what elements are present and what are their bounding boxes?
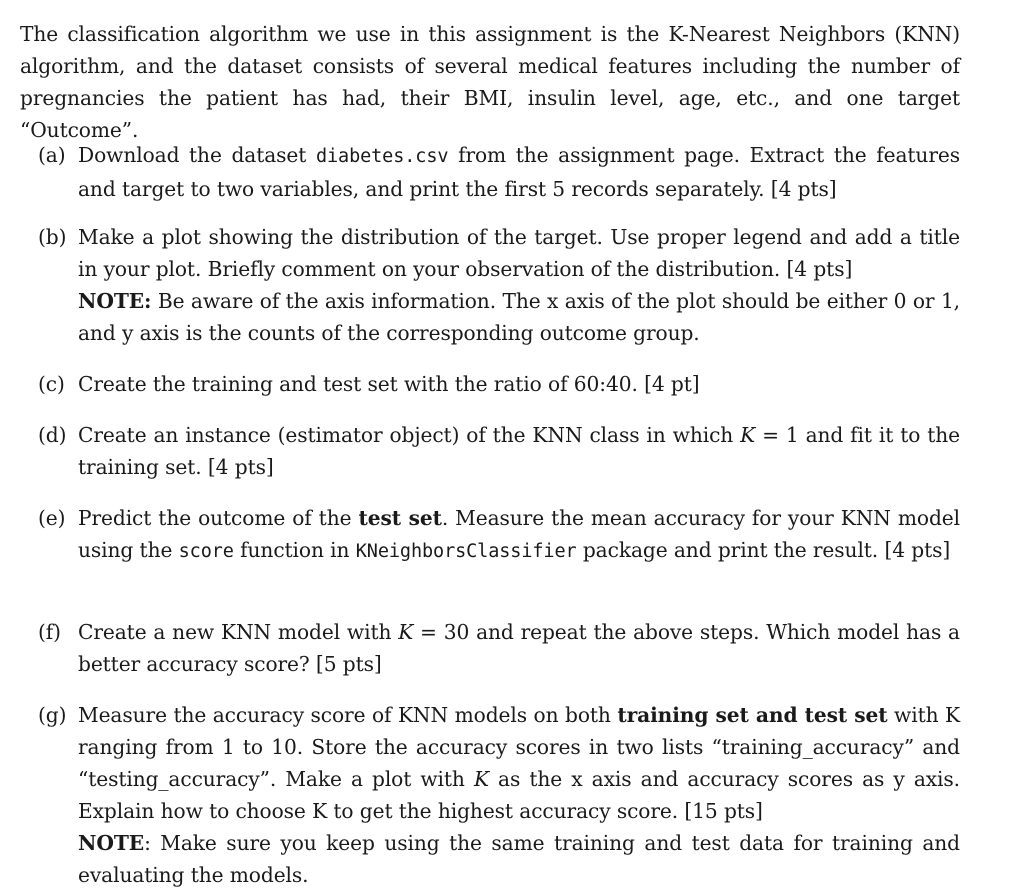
item-text: [78, 419, 960, 483]
text-run: as the x axis and accuracy scores as y axis. Explain how to choose K to get the highest accuracy score. [15 pts]: [78, 767, 960, 823]
text-run: from the assignment page. Extract the features and target to two variables, and print the first 5 records separately. [4 pts]: [78, 143, 960, 201]
text-run: function in: [233, 538, 356, 562]
item-body: [78, 368, 960, 400]
list-item-e: [38, 502, 960, 568]
item-text: [78, 616, 960, 680]
item-body: [78, 502, 960, 568]
intro-paragraph: The classification algorithm we use in this assignment is the K-Nearest Neighbors (KNN) algorithm, and the dataset consists of several medical features including the number of pregnancies the patient has had, their BMI, insulin level, age, etc., and one target “Outcome”.: [20, 22, 960, 142]
text-run: = 30 and repeat the above steps. Which model has a better accuracy score? [5 pts]: [78, 620, 960, 676]
note-text: [78, 285, 960, 349]
item-body: [78, 221, 960, 349]
item-label: (a): [38, 143, 66, 167]
math-variable: K: [473, 767, 489, 791]
text-run: Predict the outcome of the: [78, 506, 359, 530]
text-run: Be aware of the axis information. The x axis of the plot should be either 0 or 1, and y axis is the counts of the corresponding outcome group.: [78, 289, 960, 345]
code-function: score: [178, 541, 234, 562]
text-run: Create an instance (estimator object) of the KNN class in which: [78, 423, 741, 447]
list-item-a: [38, 139, 960, 205]
item-body: [78, 699, 960, 891]
item-label: (d): [38, 423, 67, 447]
item-label: (e): [38, 506, 66, 530]
item-body: [78, 616, 960, 680]
note-label: NOTE:: [78, 289, 152, 313]
code-class: KNeighborsClassifier: [355, 541, 577, 562]
item-body: [78, 419, 960, 483]
code-filename: diabetes.csv: [315, 146, 449, 167]
text-run: with K ranging from 1 to 10. Store the accuracy scores in two lists “training_accuracy” and “testing_accuracy”. Make a plot with: [78, 703, 961, 791]
text-run: Create a new KNN model with: [78, 620, 399, 644]
list-item-d: [38, 419, 960, 483]
text-run: : Make sure you keep using the same training and test data for training and evaluating the models.: [78, 831, 960, 887]
text-run: package and print the result. [4 pts]: [576, 538, 951, 562]
item-label: (g): [38, 703, 67, 727]
note-text: [78, 827, 960, 891]
text-run: Download the dataset: [78, 143, 316, 167]
list-item-f: [38, 616, 960, 680]
list-item-c: [38, 368, 960, 400]
bold-text: training set and test set: [617, 703, 888, 727]
note-label: NOTE: [78, 831, 145, 855]
bold-text: test set: [358, 506, 442, 530]
item-text: [78, 502, 960, 568]
item-body: [78, 139, 960, 205]
text-run: Measure the accuracy score of KNN models on both: [78, 703, 618, 727]
item-text: Make a plot showing the distribution of the target. Use proper legend and add a title in your plot. Briefly comment on your observation of the distribution. [4 pts]: [78, 225, 960, 281]
item-text: [78, 699, 960, 827]
math-variable: K: [398, 620, 414, 644]
item-text: [78, 139, 960, 205]
item-label: (b): [38, 225, 67, 249]
item-label: (c): [38, 372, 65, 396]
text-run: = 1 and fit it to the training set. [4 pts]: [78, 423, 960, 479]
list-item-b: [38, 221, 960, 349]
item-label: (f): [38, 620, 61, 644]
item-text: Create the training and test set with the ratio of 60:40. [4 pt]: [78, 372, 700, 396]
text-run: . Measure the mean accuracy for your KNN model using the: [78, 506, 960, 562]
list-item-g: [38, 699, 960, 891]
math-variable: K: [740, 423, 756, 447]
